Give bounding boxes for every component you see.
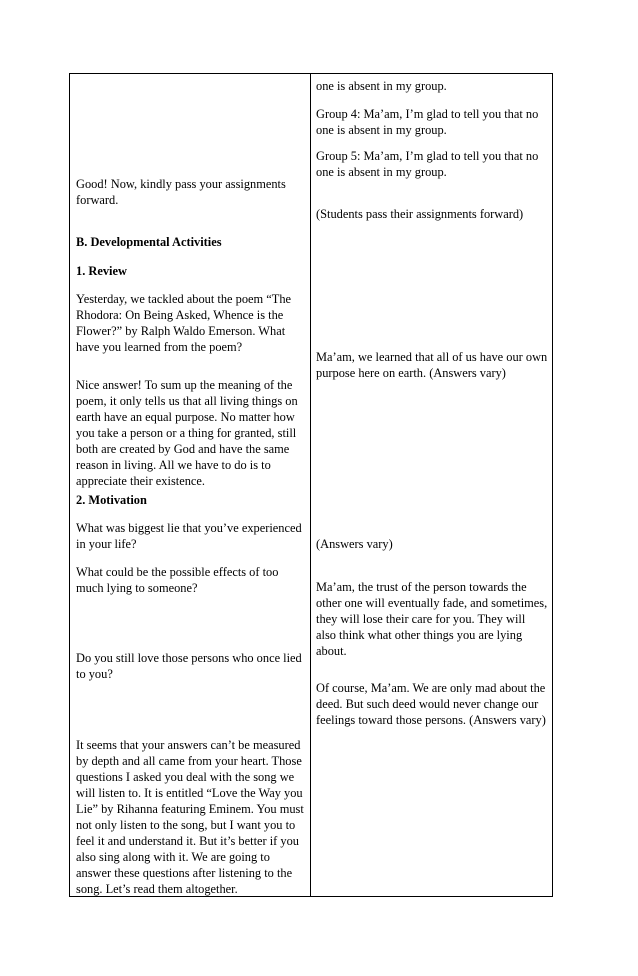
student-response-group5: Group 5: Ma’am, I’m glad to tell you that no one is absent in my group. bbox=[316, 149, 539, 179]
teacher-song-intro: It seems that your answers can’t be measured by depth and all came from your heart. Those questions I asked you deal with the song we will listen to. It is entitled “Love the Way you Lie” by Rihanna featuring Eminem. You must not only listen to the song, but I want you to feel it and understand it. But it’s better if you also sing along with it. We are going to answer these questions after listening to the song. Let’s read them altogether. bbox=[76, 738, 304, 896]
teacher-assignment-text: Good! Now, kindly pass your assignments forward. bbox=[76, 177, 286, 207]
section-heading-developmental: B. Developmental Activities bbox=[76, 235, 222, 249]
student-action-pass-assignments: (Students pass their assignments forward) bbox=[316, 207, 524, 221]
student-motivation-answer3: Of course, Ma’am. We are only mad about the deed. But such deed would never change our feelings toward those persons. (Answers vary) bbox=[316, 681, 546, 727]
teacher-motivation-q3: Do you still love those persons who once lied to you? bbox=[76, 651, 302, 681]
section-heading-motivation: 2. Motivation bbox=[76, 493, 147, 507]
student-motivation-answer2: Ma’am, the trust of the person towards the other one will eventually fade, and sometimes, they will lose their care for you. They will also think what other things you are lying about. bbox=[316, 580, 548, 658]
column-divider bbox=[310, 74, 311, 896]
teacher-review-summary: Nice answer! To sum up the meaning of the poem, it only tells us that all living things on earth have an equal purpose. No matter how you take a person or a thing for granted, still both are created by God and have the same reason in living. All we have to do is to appreciate their existence. bbox=[76, 378, 298, 488]
student-review-answer: Ma’am, we learned that all of us have our own purpose here on earth. (Answers vary) bbox=[316, 350, 548, 380]
section-heading-review: 1. Review bbox=[76, 264, 127, 278]
student-response-group3-end: one is absent in my group. bbox=[316, 79, 447, 93]
lesson-plan-table bbox=[69, 73, 553, 897]
student-response-group4: Group 4: Ma’am, I’m glad to tell you that no one is absent in my group. bbox=[316, 107, 539, 137]
teacher-review-question: Yesterday, we tackled about the poem “The Rhodora: On Being Asked, Whence is the Flower?” by Ralph Waldo Emerson. What have you learned from the poem? bbox=[76, 292, 292, 354]
student-motivation-answer1: (Answers vary) bbox=[316, 537, 393, 551]
teacher-motivation-q1: What was biggest lie that you’ve experienced in your life? bbox=[76, 521, 302, 551]
teacher-motivation-q2: What could be the possible effects of too much lying to someone? bbox=[76, 565, 279, 595]
